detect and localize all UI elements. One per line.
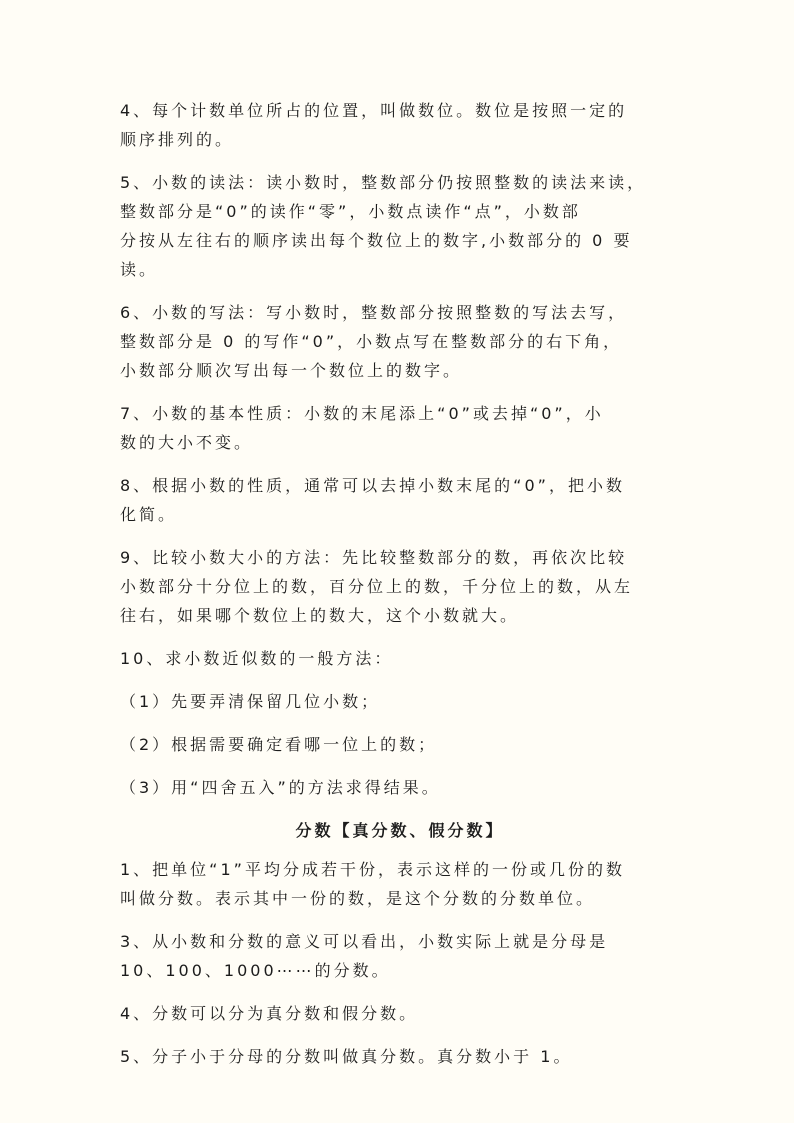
text-line: 10、求小数近似数的一般方法： xyxy=(120,649,394,668)
paragraph xyxy=(120,168,680,284)
paragraph xyxy=(120,1042,680,1071)
text-line: （2）根据需要确定看哪一位上的数； xyxy=(120,735,438,754)
paragraph xyxy=(120,687,680,716)
paragraph xyxy=(120,730,680,759)
text-line: 读。 xyxy=(120,260,159,279)
text-line: 6、小数的写法：写小数时，整数部分按照整数的写法去写， xyxy=(120,303,628,322)
text-line: （3）用“四舍五入”的方法求得结果。 xyxy=(120,778,441,797)
text-line: 10、100、1000⋯⋯的分数。 xyxy=(120,961,391,980)
document-content xyxy=(120,96,680,1085)
paragraph xyxy=(120,927,680,985)
decimal-notes xyxy=(120,96,680,802)
paragraph xyxy=(120,298,680,385)
text-line: 1、把单位“1”平均分成若干份，表示这样的一份或几份的数 xyxy=(120,860,625,879)
text-line: 分按从左往右的顺序读出每个数位上的数字,小数部分的 0 要 xyxy=(120,231,633,250)
paragraph xyxy=(120,471,680,529)
text-line: 4、分数可以分为真分数和假分数。 xyxy=(120,1004,419,1023)
text-line: 3、从小数和分数的意义可以看出，小数实际上就是分母是 xyxy=(120,932,609,951)
text-line: （1）先要弄清保留几位小数； xyxy=(120,692,381,711)
paragraph xyxy=(120,96,680,154)
text-line: 8、根据小数的性质，通常可以去掉小数末尾的“0”，把小数 xyxy=(120,476,625,495)
text-line: 整数部分是 0 的写作“0”，小数点写在整数部分的右下角， xyxy=(120,332,623,351)
paragraph xyxy=(120,399,680,457)
text-line: 4、每个计数单位所占的位置，叫做数位。数位是按照一定的 xyxy=(120,101,628,120)
paragraph xyxy=(120,773,680,802)
paragraph xyxy=(120,999,680,1028)
paragraph xyxy=(120,855,680,913)
text-line: 9、比较小数大小的方法：先比较整数部分的数，再依次比较 xyxy=(120,548,628,567)
text-line: 小数部分顺次写出每一个数位上的数字。 xyxy=(120,361,463,380)
fraction-notes xyxy=(120,855,680,1071)
text-line: 叫做分数。表示其中一份的数，是这个分数的分数单位。 xyxy=(120,889,596,908)
paragraph xyxy=(120,644,680,673)
text-line: 顺序排列的。 xyxy=(120,130,235,149)
text-line: 化简。 xyxy=(120,505,178,524)
text-line: 往右，如果哪个数位上的数大，这个小数就大。 xyxy=(120,606,520,625)
text-line: 5、小数的读法：读小数时，整数部分仍按照整数的读法来读， xyxy=(120,173,647,192)
text-line: 7、小数的基本性质：小数的末尾添上“0”或去掉“0”，小 xyxy=(120,404,604,423)
text-line: 整数部分是“0”的读作“零”，小数点读作“点”，小数部 xyxy=(120,202,581,221)
text-line: 小数部分十分位上的数，百分位上的数，千分位上的数，从左 xyxy=(120,577,634,596)
section-heading: 分数【真分数、假分数】 xyxy=(295,821,505,840)
text-line: 5、分子小于分母的分数叫做真分数。真分数小于 1。 xyxy=(120,1047,573,1066)
text-line: 数的大小不变。 xyxy=(120,433,254,452)
paragraph xyxy=(120,543,680,630)
